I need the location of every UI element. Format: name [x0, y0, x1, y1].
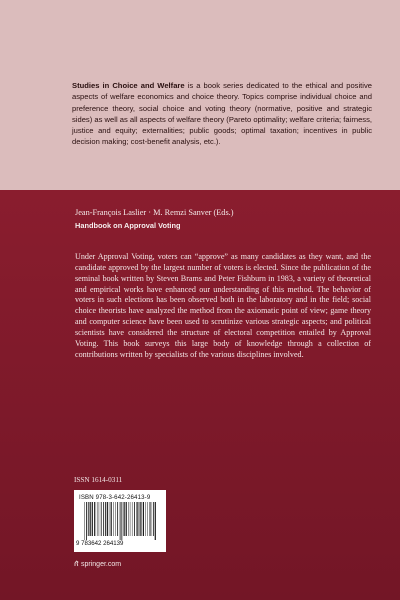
barcode-bar [137, 502, 138, 536]
barcode-bar [124, 502, 125, 536]
isbn-barcode [74, 490, 166, 552]
barcode-bar [153, 502, 154, 536]
barcode-bar [101, 502, 102, 536]
barcode-bar [88, 502, 89, 536]
issn-label: ISSN 1614-0311 [74, 476, 123, 484]
barcode-digits: 9 783642 264139 [76, 540, 124, 547]
barcode-bar [86, 502, 87, 540]
barcode-bar [94, 502, 95, 536]
barcode-bar [107, 502, 108, 536]
publisher-url: springer.com [81, 561, 122, 568]
barcode-bar [103, 502, 104, 536]
barcode-bar [139, 502, 140, 536]
barcode-bar [111, 502, 112, 536]
barcode-bar [90, 502, 91, 536]
barcode-bar [92, 502, 93, 536]
barcode-bar [121, 502, 122, 540]
book-description: Under Approval Voting, voters can “approve” as many candidates as they want, and the candidate approved by the largest number of voters is elected. Since the publication of the seminal book written by Steven Brams and Peter Fishburn in 1983, a variety of theoretical and empirical works have enhanced our understanding of this method. The behavior of voters in such elections has been observed both in the laboratory and in the field; social choice theorists have analyzed the method from the axiomatic point of view; game theory and computer science have been used to scrutinize various strategic aspects; and political scientists have considered the structure of electoral competition entailed by Approval Voting. This book surveys this large body of knowledge through a collection of contributions written by specialists of the various disciplines involved. [75, 252, 371, 359]
series-description-text: is a book series dedicated to the ethical and positive aspects of welfare economics and choice theory. Topics comprise individual choice and preference theory, social choice and voting theory (normative, positive and strategic sides) as well as all aspects of welfare theory (Pareto optimality; welfare criteria; fairness, justice and equity; externalities; public goods; optimal taxation; incentives in public decision making; cost-benefit analysis, etc.). [72, 81, 372, 147]
barcode-bars [82, 502, 162, 540]
barcode-bar [126, 502, 127, 536]
book-editors: Jean-François Laslier · M. Remzi Sanver (Eds.) [75, 208, 234, 217]
barcode-bar [134, 502, 135, 536]
publisher-link[interactable] [74, 560, 121, 568]
barcode-bar [120, 502, 121, 540]
book-title: Handbook on Approval Voting [75, 221, 181, 230]
barcode-bar [117, 502, 118, 536]
barcode-bar [151, 502, 152, 536]
barcode-bar [143, 502, 144, 536]
isbn-label: ISBN 978-3-642-26413-9 [79, 494, 151, 501]
barcode-bar [105, 502, 106, 536]
barcode-bar [155, 502, 156, 540]
series-description [72, 80, 372, 148]
barcode-bar [140, 502, 141, 536]
series-title: Studies in Choice and Welfare [72, 81, 185, 90]
springer-horse-icon [74, 560, 79, 567]
